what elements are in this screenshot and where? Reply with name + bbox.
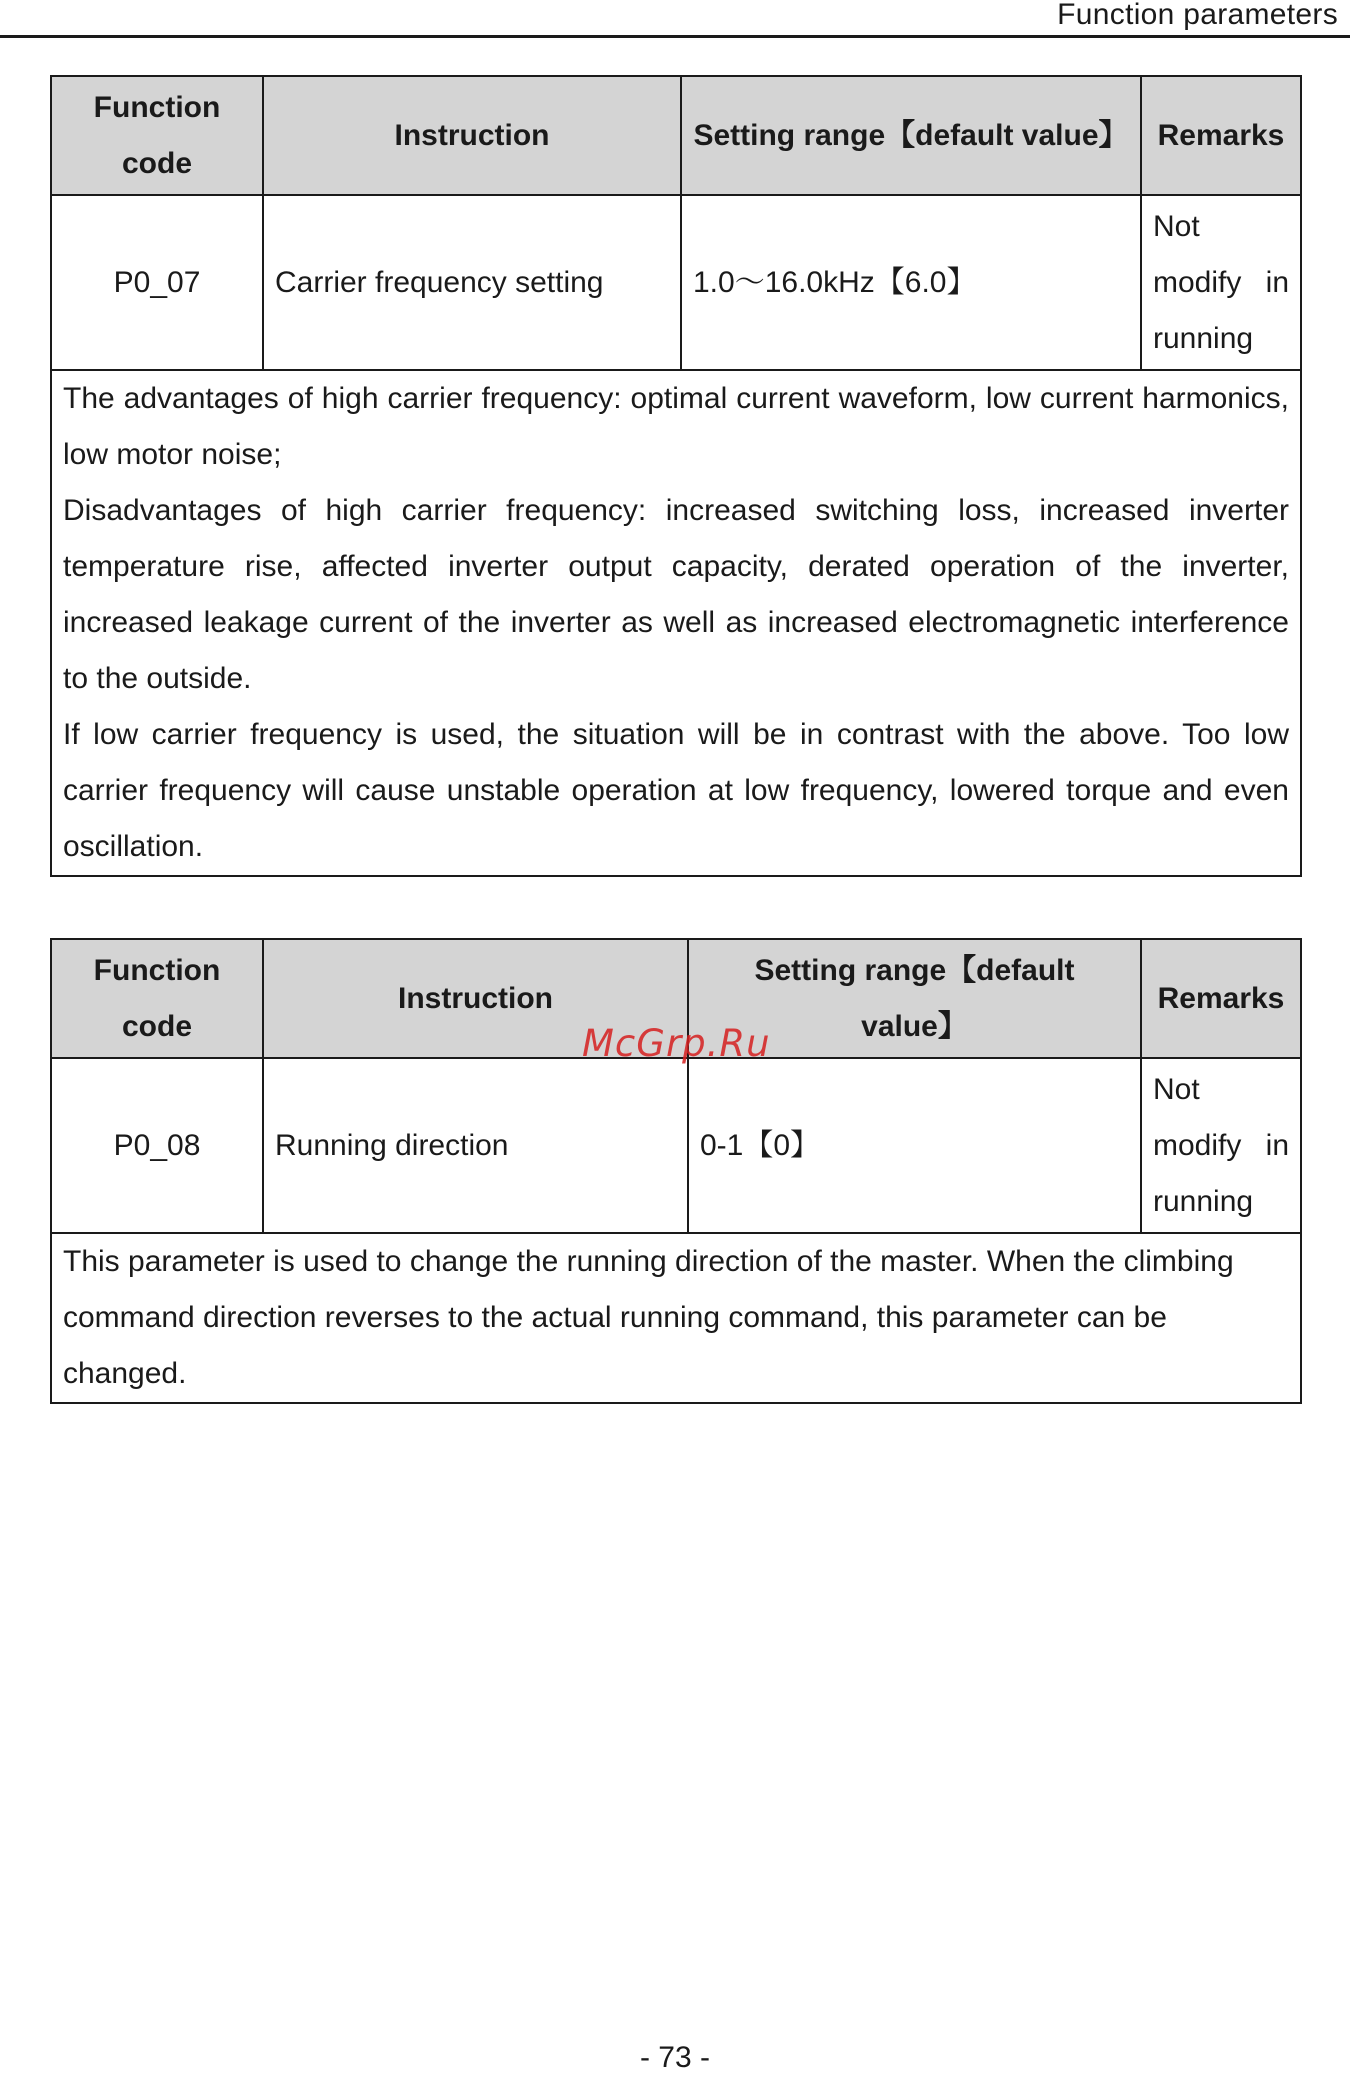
function-code-value: P0_08 [51, 1058, 263, 1233]
parameter-table-p0-08 [50, 938, 1302, 1404]
description-row [51, 370, 1301, 876]
header-instruction: Instruction [263, 76, 681, 195]
header-function-code: Function code [51, 76, 263, 195]
header-rule [0, 35, 1350, 38]
setting-range-value: 1.0～16.0kHz【6.0】 [681, 195, 1141, 370]
header-function-code: Function code [51, 939, 263, 1058]
parameter-table-p0-07 [50, 75, 1302, 877]
header-remarks: Remarks [1141, 76, 1301, 195]
remarks-value: Not modify in running [1141, 1058, 1301, 1233]
description-paragraph: If low carrier frequency is used, the situation will be in contrast with the above. Too low carrier frequency will cause unstable operation at low frequency, lowered torque and even oscillation. [63, 718, 1289, 863]
header-remarks: Remarks [1141, 939, 1301, 1058]
header-setting-range: Setting range【default value】 [688, 939, 1141, 1058]
table-header-row [51, 76, 1301, 195]
description-paragraph: Disadvantages of high carrier frequency: increased switching loss, increased inverter temperature rise, affected inverter output capacity, derated operation of the inverter, increased leakage current of the inverter as well as increased electromagnetic interference to the outside. [63, 494, 1289, 695]
watermark: McGrp.Ru [582, 1022, 771, 1065]
page-header-title: Function parameters [1057, 0, 1338, 31]
page-number: - 73 - [639, 2041, 711, 2074]
table-row [51, 1058, 1301, 1233]
description-paragraph: The advantages of high carrier frequency: optimal current waveform, low current harmonics, low motor noise; [63, 382, 1289, 471]
description-cell [51, 1233, 1301, 1403]
remarks-value: Not modify in running [1141, 195, 1301, 370]
description-paragraph: This parameter is used to change the running direction of the master. When the climbing command direction reverses to the actual running command, this parameter can be changed. [63, 1245, 1234, 1390]
instruction-value: Running direction [263, 1058, 688, 1233]
description-row [51, 1233, 1301, 1403]
instruction-value: Carrier frequency setting [263, 195, 681, 370]
header-instruction: Instruction [263, 939, 688, 1058]
description-cell [51, 370, 1301, 876]
header-setting-range: Setting range【default value】 [681, 76, 1141, 195]
table-row [51, 195, 1301, 370]
setting-range-value: 0-1【0】 [688, 1058, 1141, 1233]
function-code-value: P0_07 [51, 195, 263, 370]
